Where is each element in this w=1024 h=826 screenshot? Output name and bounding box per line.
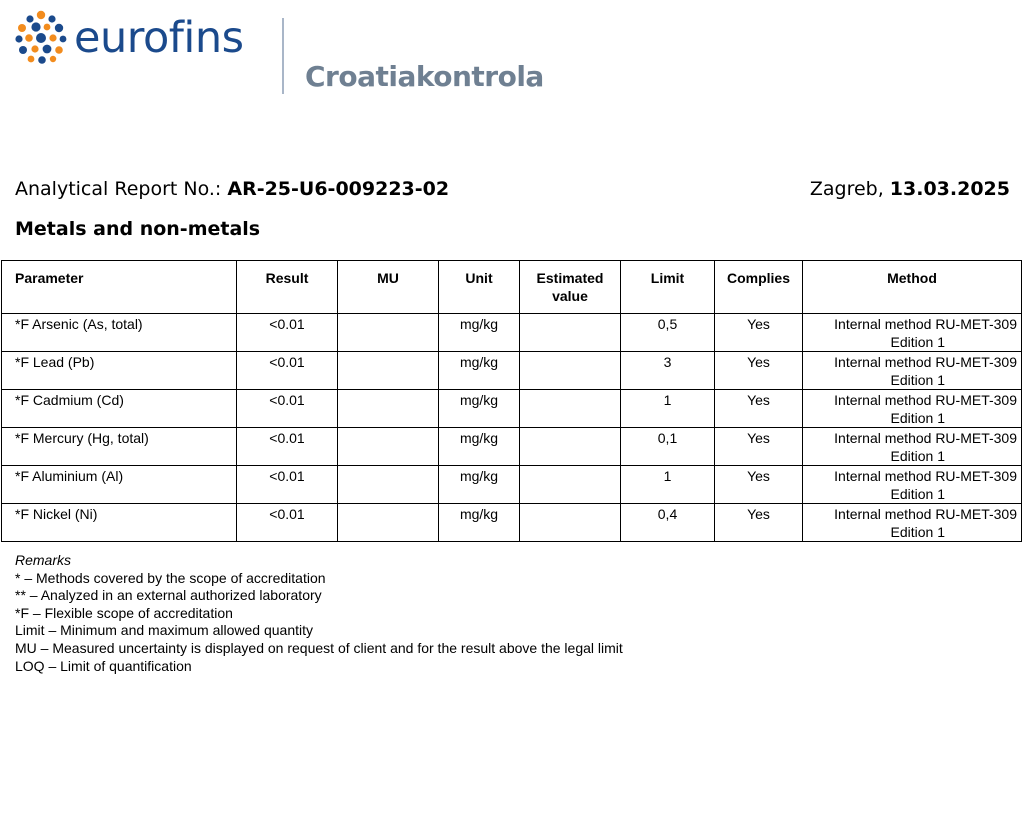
table-row [2, 314, 1022, 352]
cell-method [803, 390, 1022, 428]
header-estimated-line-1: Estimated [536, 270, 604, 286]
cell-parameter: *F Nickel (Ni) [2, 504, 237, 542]
cell-mu [338, 314, 439, 352]
cell-result: <0.01 [237, 466, 338, 504]
cell-unit: mg/kg [439, 428, 520, 466]
cell-estimated [520, 428, 621, 466]
cell-mu [338, 352, 439, 390]
report-number: AR-25-U6-009223-02 [227, 178, 450, 200]
cell-mu [338, 390, 439, 428]
cell-estimated [520, 390, 621, 428]
header-unit: Unit [439, 261, 520, 314]
header-result: Result [237, 261, 338, 314]
header-complies: Complies [715, 261, 803, 314]
report-label: Analytical Report No.: [15, 178, 222, 200]
cell-parameter: *F Lead (Pb) [2, 352, 237, 390]
table-row [2, 352, 1022, 390]
method-line-1: Internal method RU-MET-309 [834, 506, 1017, 522]
remark-line: *F – Flexible scope of accreditation [15, 604, 233, 621]
cell-estimated [520, 314, 621, 352]
results-table [1, 260, 1022, 542]
header-mu: MU [338, 261, 439, 314]
report-city: Zagreb, [809, 178, 884, 200]
cell-result: <0.01 [237, 352, 338, 390]
cell-unit: mg/kg [439, 314, 520, 352]
table-row [2, 504, 1022, 542]
cell-complies: Yes [715, 390, 803, 428]
remark-line: LOQ – Limit of quantification [15, 657, 192, 674]
table-header-row [2, 261, 1022, 314]
cell-limit: 0,1 [621, 428, 715, 466]
remarks-heading: Remarks [15, 552, 72, 568]
cell-result: <0.01 [237, 314, 338, 352]
cell-result: <0.01 [237, 504, 338, 542]
cell-complies: Yes [715, 314, 803, 352]
cell-limit: 1 [621, 466, 715, 504]
cell-method [803, 314, 1022, 352]
remark-line: MU – Measured uncertainty is displayed on request of client and for the result above the legal limit [15, 639, 623, 656]
method-line-2: Edition 1 [890, 410, 945, 426]
cell-parameter: *F Arsenic (As, total) [2, 314, 237, 352]
cell-complies: Yes [715, 352, 803, 390]
remark-line: * – Methods covered by the scope of accreditation [15, 569, 326, 586]
method-line-1: Internal method RU-MET-309 [834, 468, 1017, 484]
method-line-2: Edition 1 [890, 486, 945, 502]
cell-mu [338, 504, 439, 542]
remarks-section [15, 552, 623, 675]
cell-method [803, 352, 1022, 390]
cell-estimated [520, 504, 621, 542]
cell-result: <0.01 [237, 390, 338, 428]
cell-limit: 1 [621, 390, 715, 428]
eurofins-dots-icon [14, 10, 68, 64]
method-line-1: Internal method RU-MET-309 [834, 354, 1017, 370]
header-estimated-line-2: value [552, 288, 588, 304]
header-limit: Limit [621, 261, 715, 314]
method-line-1: Internal method RU-MET-309 [834, 316, 1017, 332]
cell-unit: mg/kg [439, 352, 520, 390]
table-row [2, 390, 1022, 428]
cell-unit: mg/kg [439, 504, 520, 542]
logo-brand-text: eurofins [74, 13, 244, 63]
report-header [15, 176, 1010, 204]
header-parameter: Parameter [2, 261, 237, 314]
method-line-1: Internal method RU-MET-309 [834, 430, 1017, 446]
method-line-2: Edition 1 [890, 334, 945, 350]
cell-complies: Yes [715, 428, 803, 466]
cell-parameter: *F Mercury (Hg, total) [2, 428, 237, 466]
eurofins-logo [14, 8, 544, 108]
method-line-2: Edition 1 [890, 372, 945, 388]
header-method: Method [803, 261, 1022, 314]
remark-line: Limit – Minimum and maximum allowed quantity [15, 622, 313, 639]
report-date-line [810, 178, 1010, 200]
cell-result: <0.01 [237, 428, 338, 466]
method-line-1: Internal method RU-MET-309 [834, 392, 1017, 408]
cell-unit: mg/kg [439, 466, 520, 504]
remark-line: ** – Analyzed in an external authorized laboratory [15, 587, 322, 604]
cell-method [803, 466, 1022, 504]
cell-method [803, 428, 1022, 466]
section-title: Metals and non-metals [15, 218, 261, 240]
cell-complies: Yes [715, 466, 803, 504]
method-line-2: Edition 1 [890, 524, 945, 540]
header-estimated-value [520, 261, 621, 314]
cell-mu [338, 466, 439, 504]
cell-estimated [520, 352, 621, 390]
report-number-line [15, 178, 449, 200]
cell-unit: mg/kg [439, 390, 520, 428]
cell-mu [338, 428, 439, 466]
cell-limit: 0,4 [621, 504, 715, 542]
cell-limit: 3 [621, 352, 715, 390]
report-date: 13.03.2025 [889, 178, 1010, 200]
cell-complies: Yes [715, 504, 803, 542]
cell-estimated [520, 466, 621, 504]
table-row [2, 428, 1022, 466]
logo-subsidiary-text: Croatiakontrola [305, 60, 544, 93]
cell-limit: 0,5 [621, 314, 715, 352]
logo-divider [282, 18, 284, 94]
table-row [2, 466, 1022, 504]
method-line-2: Edition 1 [890, 448, 945, 464]
cell-parameter: *F Cadmium (Cd) [2, 390, 237, 428]
cell-method [803, 504, 1022, 542]
cell-parameter: *F Aluminium (Al) [2, 466, 237, 504]
